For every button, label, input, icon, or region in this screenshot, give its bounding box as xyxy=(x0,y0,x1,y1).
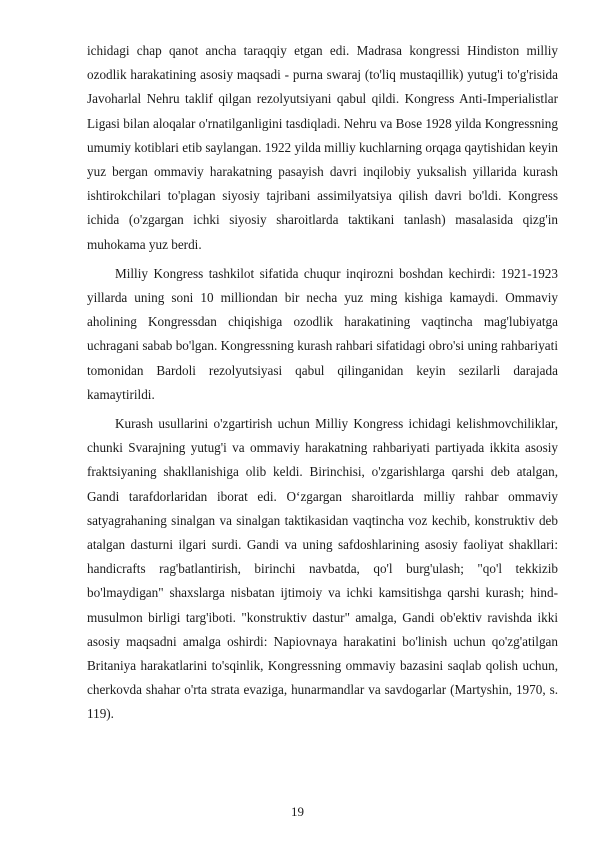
paragraph-2: Milliy Kongress tashkilot sifatida chuqur inqirozni boshdan kechirdi: 1921-1923 yillarda uning soni 10 milliondan bir necha yuz ming kishiga kamaydi. Ommaviy aholining Kongressdan chiqishiga ozodlik harakatining vaqtincha mag'lubiyatga uchragani sabab bo'lgan. Kongressning kurash rahbari sifatidagi obro'si uning rahbariyati tomonidan Bardoli rezolyutsiyasi qabul qilinganidan keyin sezilarli darajada kamaytirildi. xyxy=(87,265,558,402)
paragraph-3: Kurash usullarini o'zgartirish uchun Milliy Kongress ichidagi kelishmovchiliklar, chunki Svarajning yutug'i va ommaviy harakatning rahbariyati partiyada ikkita asosiy fraktsiyaning shakllanishiga olib keldi. Birinchisi, o'zgarishlarga qarshi deb atalgan, Gandi tarafdorlaridan iborat edi. O‘zgargan sharoitlarda milliy rahbar ommaviy satyagrahaning sinalgan va sinalgan taktikasidan vaqtincha voz kechib, konstruktiv deb atalgan dasturni ilgari surdi. Gandi va uning safdoshlarining asosiy faoliyat shakllari: handicrafts rag'batlantirish, birinchi navbatda, qo'l burg'ulash; "qo'l tekkizib bo'lmaydigan" shaxslarga nisbatan ijtimoiy va ichki kamsitishga qarshi kurash; hind-musulmon birligi targ'iboti. "konstruktiv dastur" amalga, Gandi ob'ektiv ravishda ikki asosiy maqsadni amalga oshirdi: Napiovnaya harakatini bo'linish uchun qo'zg'atilgan Britaniya harakatlarini to'sqinlik, Kongressning ommaviy bazasini saqlab qolish uchun, cherkovda shahar o'rta strata evaziga, hunarmandlar va savdogarlar (Martyshin, 1970, s. 119). xyxy=(87,416,558,722)
document-body xyxy=(87,39,558,727)
paragraph-1: ichidagi chap qanot ancha taraqqiy etgan edi. Madrasa kongressi Hindiston milliy ozodlik harakatining asosiy maqsadi - purna swaraj (to'liq mustaqillik) yutug'i to'g'risida Javoharlal Nehru taklif qilgan rezolyutsiyani qabul qildi. Kongress Anti-Imperialistlar Ligasi bilan aloqalar o'rnatilganligini tasdiqladi. Nehru va Bose 1928 yilda Kongressning umumiy kotiblari etib saylangan. 1922 yilda milliy kuchlarning orqaga qaytishidan keyin yuz bergan ommaviy harakatning pasayish davri inqilobiy yuksalish yillarida kurash ishtirokchilari to'plagan siyosiy tajribani assimilyatsiya qilish davri bo'ldi. Kongress ichida (o'zgargan ichki siyosiy sharoitlarda taktikani tanlash) masalasida qizg'in muhokama yuz berdi. xyxy=(87,43,558,252)
page-number: 19 xyxy=(291,804,304,819)
